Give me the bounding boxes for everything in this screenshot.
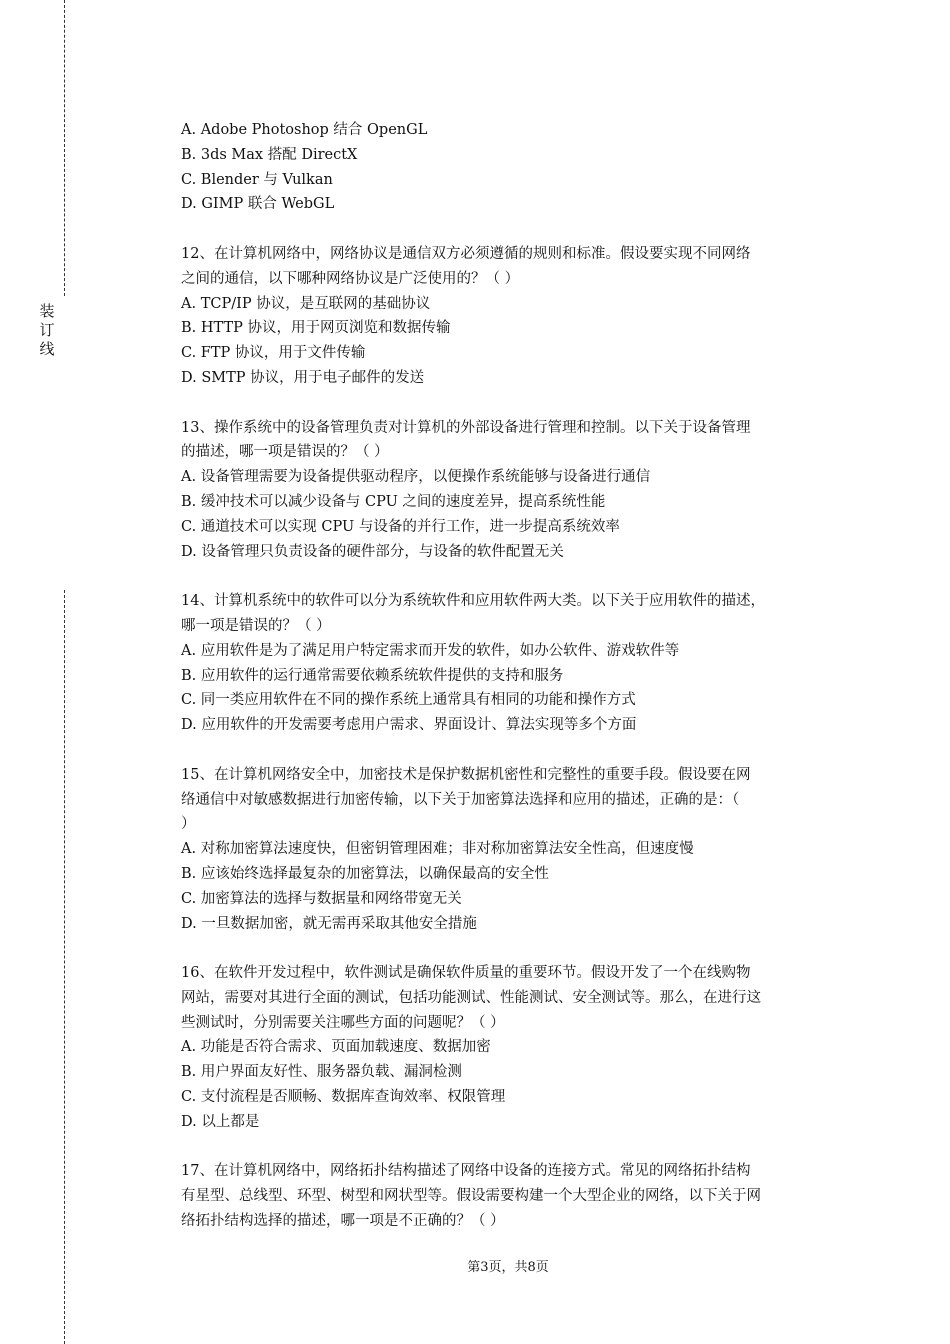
question-stem: 15、在计算机网络安全中，加密技术是保护数据机密性和完整性的重要手段。假设要在网 (181, 766, 751, 783)
question-stem: ） (181, 816, 196, 833)
option: D. 应用软件的开发需要考虑用户需求、界面设计、算法实现等多个方面 (181, 717, 637, 734)
page-number: 第3页，共8页 (467, 1260, 549, 1275)
option: A. TCP/IP 协议，是互联网的基础协议 (181, 295, 431, 312)
question-stem: 17、在计算机网络中，网络拓扑结构描述了网络中设备的连接方式。常见的网络拓扑结构 (181, 1163, 751, 1180)
question-stem: 13、操作系统中的设备管理负责对计算机的外部设备进行管理和控制。以下关于设备管理 (181, 419, 751, 436)
question-stem: 网站，需要对其进行全面的测试，包括功能测试、性能测试、安全测试等。那么，在进行这 (181, 989, 761, 1006)
option: C. 同一类应用软件在不同的操作系统上通常具有相同的功能和操作方式 (181, 692, 636, 709)
option: D. SMTP 协议，用于电子邮件的发送 (181, 369, 425, 386)
option: A. 功能是否符合需求、页面加载速度、数据加密 (181, 1039, 491, 1056)
question-stem: 14、计算机系统中的软件可以分为系统软件和应用软件两大类。以下关于应用软件的描述， (181, 593, 765, 610)
exam-content (181, 118, 841, 1234)
option: B. 缓冲技术可以减少设备与 CPU 之间的速度差异，提高系统性能 (181, 493, 606, 510)
option: D. 设备管理只负责设备的硬件部分，与设备的软件配置无关 (181, 543, 564, 560)
binding-line-top (64, 0, 65, 296)
option: A. 应用软件是为了满足用户特定需求而开发的软件，如办公软件、游戏软件等 (181, 642, 680, 659)
question-11-options (181, 118, 841, 217)
question-13 (181, 416, 841, 565)
question-stem: 的描述，哪一项是错误的？（ ） (181, 444, 389, 461)
option: C. 加密算法的选择与数据量和网络带宽无关 (181, 890, 462, 907)
question-16 (181, 961, 841, 1135)
question-stem: 些测试时，分别需要关注哪些方面的问题呢？（ ） (181, 1014, 505, 1031)
question-15 (181, 763, 841, 937)
option: D. 一旦数据加密，就无需再采取其他安全措施 (181, 915, 477, 932)
binding-char: 装 (39, 302, 55, 320)
question-stem: 络拓扑结构选择的描述，哪一项是不正确的？（ ） (181, 1213, 505, 1230)
binding-line-bottom (64, 590, 65, 1344)
option: D. GIMP 联合 WebGL (181, 196, 335, 213)
question-17 (181, 1159, 841, 1233)
option: A. 设备管理需要为设备提供驱动程序，以便操作系统能够与设备进行通信 (181, 469, 651, 486)
option: C. FTP 协议，用于文件传输 (181, 345, 366, 362)
question-stem: 12、在计算机网络中，网络协议是通信双方必须遵循的规则和标准。假设要实现不同网络 (181, 245, 751, 262)
question-14 (181, 589, 841, 738)
option: A. 对称加密算法速度快，但密钥管理困难；非对称加密算法安全性高，但速度慢 (181, 841, 694, 858)
option: B. 用户界面友好性、服务器负载、漏洞检测 (181, 1064, 462, 1081)
question-stem: 之间的通信，以下哪种网络协议是广泛使用的？（ ） (181, 270, 520, 287)
option: B. 3ds Max 搭配 DirectX (181, 146, 358, 163)
option: C. 支付流程是否顺畅、数据库查询效率、权限管理 (181, 1089, 506, 1106)
option: D. 以上都是 (181, 1113, 260, 1130)
question-stem: 络通信中对敏感数据进行加密传输，以下关于加密算法选择和应用的描述，正确的是：（ (181, 791, 740, 808)
option: B. 应该始终选择最复杂的加密算法，以确保最高的安全性 (181, 865, 549, 882)
option: A. Adobe Photoshop 结合 OpenGL (181, 122, 428, 138)
binding-char: 线 (39, 340, 55, 358)
question-12 (181, 242, 841, 391)
binding-label (38, 302, 56, 359)
binding-char: 订 (39, 321, 55, 339)
option: B. 应用软件的运行通常需要依赖系统软件提供的支持和服务 (181, 667, 564, 684)
option: C. Blender 与 Vulkan (181, 171, 333, 188)
question-stem: 有星型、总线型、环型、树型和网状型等。假设需要构建一个大型企业的网络，以下关于网 (181, 1188, 761, 1205)
question-stem: 哪一项是错误的？（ ） (181, 617, 331, 634)
option: B. HTTP 协议，用于网页浏览和数据传输 (181, 320, 451, 337)
option: C. 通道技术可以实现 CPU 与设备的并行工作，进一步提高系统效率 (181, 518, 620, 535)
question-stem: 16、在软件开发过程中，软件测试是确保软件质量的重要环节。假设开发了一个在线购物 (181, 965, 751, 982)
